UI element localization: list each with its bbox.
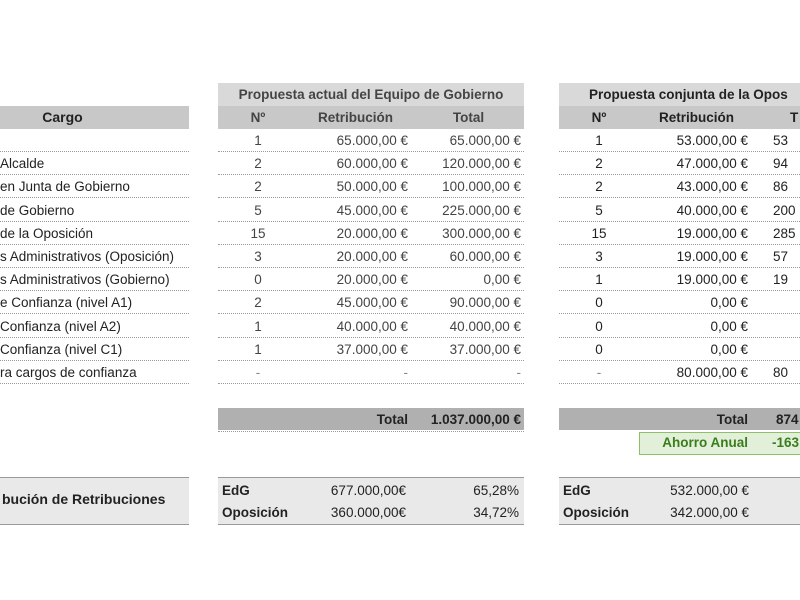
current-dist-label: EdG bbox=[222, 483, 250, 498]
current-row-retribucion: 45.000,00 € bbox=[336, 202, 408, 218]
current-row-n: 0 bbox=[254, 272, 262, 288]
current-dist-value: 360.000,00€ bbox=[330, 505, 406, 520]
current-row-total: 0,00 € bbox=[483, 272, 521, 288]
current-col-total: Total bbox=[452, 110, 485, 125]
current-row-total: 300.000,00 € bbox=[442, 225, 521, 241]
current-row-divider bbox=[218, 383, 524, 384]
cargo-row-label: de la Oposición bbox=[0, 225, 94, 241]
current-row-n: 1 bbox=[254, 133, 262, 148]
current-row-n: 2 bbox=[254, 156, 262, 172]
joint-col-n: Nº bbox=[591, 110, 607, 125]
joint-row-retribucion: 0,00 € bbox=[710, 341, 748, 357]
current-row-total: 225.000,00 € bbox=[442, 202, 521, 218]
joint-dist-value: 532.000,00 € bbox=[670, 483, 749, 498]
joint-dist-label: Oposición bbox=[563, 505, 630, 520]
current-row-n: 1 bbox=[254, 341, 262, 357]
current-dist-value: 677.000,00€ bbox=[330, 483, 406, 498]
current-dist-pct: 65,28% bbox=[473, 483, 519, 498]
cargo-row-label: s Administrativos (Oposición) bbox=[0, 249, 175, 264]
current-row-total: 120.000,00 € bbox=[442, 156, 521, 172]
joint-row-retribucion: 19.000,00 € bbox=[676, 225, 748, 241]
cargo-row-label: Confianza (nivel C1) bbox=[0, 341, 123, 357]
joint-row-retribucion: 40.000,00 € bbox=[676, 202, 748, 218]
current-total-value: 1.037.000,00 € bbox=[430, 412, 521, 427]
joint-row-total: 94 bbox=[773, 156, 789, 172]
current-row-n: 2 bbox=[254, 295, 262, 311]
current-row-total: 37.000,00 € bbox=[449, 341, 521, 357]
joint-row-total: 285 bbox=[773, 225, 796, 241]
cargo-row-label: e Confianza (nivel A1) bbox=[0, 295, 133, 311]
current-row-n: 1 bbox=[254, 318, 262, 334]
current-row-retribucion: 40.000,00 € bbox=[336, 318, 408, 334]
joint-row-total: 53 bbox=[773, 133, 789, 148]
savings-value: -163 bbox=[772, 435, 800, 450]
current-row-n: 5 bbox=[254, 202, 262, 218]
joint-dist-label: EdG bbox=[563, 483, 591, 498]
current-row-n: 15 bbox=[250, 225, 266, 241]
current-row-retribucion: 20.000,00 € bbox=[336, 249, 408, 264]
current-row-total: - bbox=[516, 365, 521, 380]
current-proposal-title: Propuesta actual del Equipo de Gobierno bbox=[238, 87, 504, 102]
current-row-retribucion: 65.000,00 € bbox=[336, 133, 408, 148]
joint-row-total bbox=[773, 338, 800, 361]
joint-row-divider bbox=[559, 383, 800, 384]
cargo-row-label: en Junta de Gobierno bbox=[0, 179, 130, 195]
joint-row-retribucion: 0,00 € bbox=[710, 318, 748, 334]
joint-total-label: Total bbox=[716, 412, 748, 427]
current-row-total: 65.000,00 € bbox=[449, 133, 521, 148]
current-dist-pct: 34,72% bbox=[473, 505, 519, 520]
joint-row-n: 3 bbox=[595, 249, 603, 264]
current-col-n: Nº bbox=[250, 110, 266, 125]
joint-row-total: 57 bbox=[773, 249, 789, 264]
current-row-retribucion: 37.000,00 € bbox=[336, 341, 408, 357]
current-row-retribucion: 50.000,00 € bbox=[336, 179, 408, 195]
current-row-total: 60.000,00 € bbox=[449, 249, 521, 264]
current-row-n: 2 bbox=[254, 179, 262, 195]
current-row-n: 3 bbox=[254, 249, 262, 264]
joint-col-retribucion: Retribución bbox=[658, 110, 734, 125]
current-row-n: - bbox=[255, 365, 261, 380]
current-row-total: 40.000,00 € bbox=[449, 318, 521, 334]
cargo-row-label: de Gobierno bbox=[0, 202, 75, 218]
joint-row-n: - bbox=[596, 365, 602, 380]
joint-dist-value: 342.000,00 € bbox=[670, 505, 749, 520]
savings-label: Ahorro Anual bbox=[662, 435, 748, 450]
current-total-underline bbox=[218, 431, 524, 432]
joint-row-total: 200 bbox=[773, 202, 796, 218]
joint-row-n: 2 bbox=[595, 156, 603, 172]
joint-proposal-title: Propuesta conjunta de la Opos bbox=[589, 87, 788, 102]
distribution-label: bución de Retribuciones bbox=[2, 491, 166, 507]
joint-row-total bbox=[773, 315, 800, 338]
current-row-retribucion: - bbox=[403, 365, 408, 380]
cargo-row-label bbox=[0, 129, 189, 152]
joint-row-retribucion: 80.000,00 € bbox=[676, 365, 748, 380]
joint-row-n: 15 bbox=[591, 225, 607, 241]
joint-row-n: 1 bbox=[595, 133, 603, 148]
current-dist-label: Oposición bbox=[222, 505, 289, 520]
current-col-retribucion: Retribución bbox=[317, 110, 393, 125]
joint-row-retribucion: 53.000,00 € bbox=[676, 133, 748, 148]
joint-col-total: T bbox=[790, 110, 799, 125]
joint-row-total: 19 bbox=[773, 272, 789, 288]
current-row-retribucion: 60.000,00 € bbox=[336, 156, 408, 172]
joint-row-n: 2 bbox=[595, 179, 603, 195]
joint-total-value: 874 bbox=[776, 412, 799, 427]
cargo-row-label: Alcalde bbox=[0, 156, 45, 172]
current-row-retribucion: 45.000,00 € bbox=[336, 295, 408, 311]
joint-row-retribucion: 47.000,00 € bbox=[676, 156, 748, 172]
joint-row-retribucion: 19.000,00 € bbox=[676, 249, 748, 264]
joint-row-n: 5 bbox=[595, 202, 603, 218]
current-total-label: Total bbox=[376, 412, 408, 427]
cargo-row-label: Confianza (nivel A2) bbox=[0, 318, 121, 334]
current-row-total: 100.000,00 € bbox=[442, 179, 521, 195]
current-row-retribucion: 20.000,00 € bbox=[336, 225, 408, 241]
joint-row-retribucion: 43.000,00 € bbox=[676, 179, 748, 195]
cargo-row-label: ra cargos de confianza bbox=[0, 365, 137, 380]
joint-row-total bbox=[773, 291, 800, 314]
joint-row-total: 80 bbox=[773, 365, 789, 380]
joint-row-n: 1 bbox=[595, 272, 603, 288]
joint-row-n: 0 bbox=[595, 341, 603, 357]
joint-row-retribucion: 19.000,00 € bbox=[676, 272, 748, 288]
joint-row-n: 0 bbox=[595, 295, 603, 311]
cargo-row-divider bbox=[0, 383, 189, 384]
cargo-row-label: s Administrativos (Gobierno) bbox=[0, 272, 170, 288]
joint-row-n: 0 bbox=[595, 318, 603, 334]
joint-row-total: 86 bbox=[773, 179, 789, 195]
current-row-total: 90.000,00 € bbox=[449, 295, 521, 311]
cargo-header-label: Cargo bbox=[42, 109, 83, 125]
joint-row-retribucion: 0,00 € bbox=[710, 295, 748, 311]
current-row-retribucion: 20.000,00 € bbox=[336, 272, 408, 288]
